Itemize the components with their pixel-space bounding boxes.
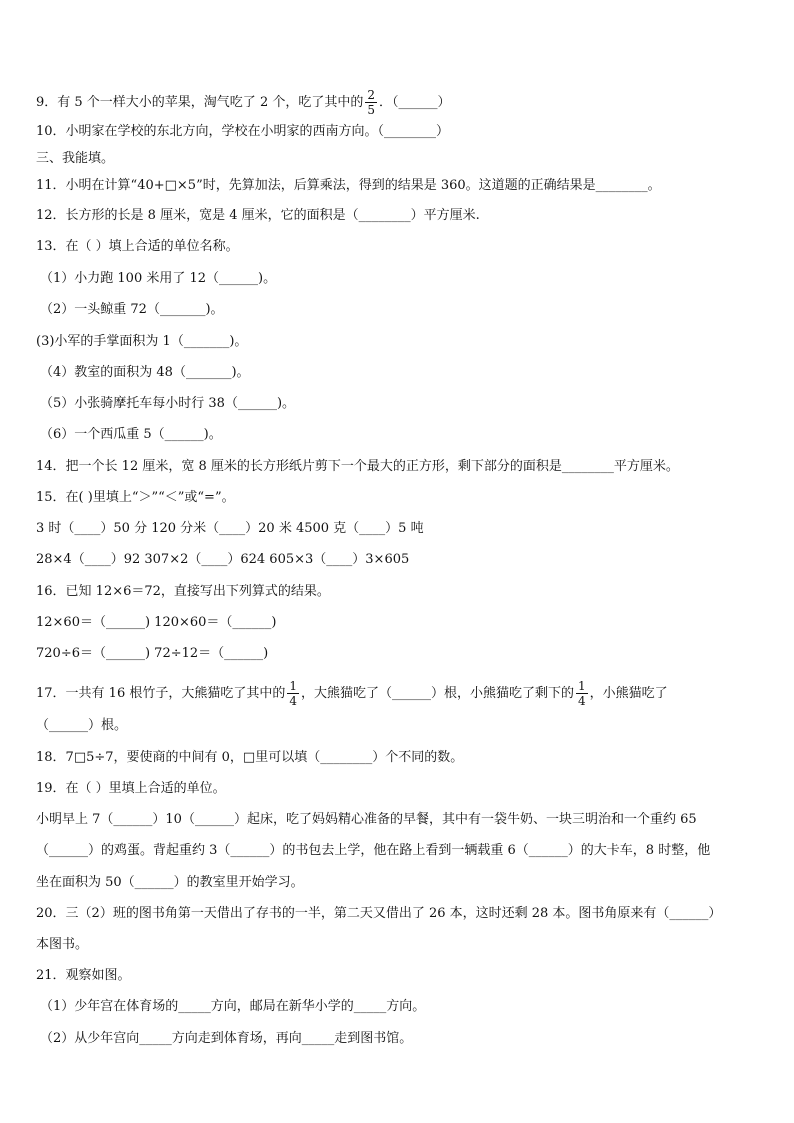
question-13-4: （4）教室的面积为 48（_______)。 <box>40 365 250 380</box>
question-19: 19．在（ ）里填上合适的单位。 <box>36 781 226 796</box>
question-16-row-1: 12×60＝（______) 120×60＝（______) <box>36 615 277 630</box>
question-15: 15．在( )里填上“＞”“＜”或“=”。 <box>36 490 235 505</box>
question-10: 10．小明家在学校的东北方向，学校在小明家的西南方向。（________） <box>36 124 450 139</box>
question-13-1: （1）小力跑 100 米用了 12（______)。 <box>40 271 277 286</box>
question-20: 20．三（2）班的图书角第一天借出了存书的一半，第二天又借出了 26 本，这时还剩 28 本。图书角原来有（______） <box>36 906 722 921</box>
question-21: 21．观察如图。 <box>36 968 131 983</box>
question-19-line-3: 坐在面积为 50（______）的教室里开始学习。 <box>36 875 304 890</box>
question-15-row-1: 3 时（____）50 分 120 分米（____）20 米 4500 克（____）5 吨 <box>36 521 424 536</box>
question-21-2: （2）从少年宫向_____方向走到体育场，再向_____走到图书馆。 <box>40 1031 413 1046</box>
question-13-2: （2）一头鲸重 72（_______)。 <box>40 302 224 317</box>
question-9: 9．有 5 个一样大小的苹果，淘气吃了 2 个，吃了其中的 $\frac{2}{5}$ ．（______） <box>36 88 451 117</box>
fraction-one-quarter: $\frac{1}{4}$ <box>289 679 297 708</box>
question-13-5: （5）小张骑摩托车每小时行 38（______)。 <box>40 396 296 411</box>
question-19-line-2: （______）的鸡蛋。背起重约 3（______）的书包去上学，他在路上看到一辆载重 6（______）的大卡车，8 时整，他 <box>36 843 711 858</box>
question-17-continued: （______）根。 <box>36 718 128 733</box>
question-11: 11．小明在计算“40+□×5”时，先算加法，后算乘法，得到的结果是 360。这道题的正确结果是________。 <box>36 178 661 193</box>
question-17: 17．一共有 16 根竹子，大熊猫吃了其中的 $\frac{1}{4}$ ，大熊猫吃了（______）根，小熊猫吃了剩下的 $\frac{1}{4}$ ，小熊猫吃了 <box>36 679 668 708</box>
question-20-continued: 本图书。 <box>36 937 89 952</box>
question-18: 18．7□5÷7，要使商的中间有 0，□里可以填（________）个不同的数。 <box>36 750 464 765</box>
section-3-heading: 三、我能填。 <box>36 151 115 166</box>
question-14: 14．把一个长 12 厘米，宽 8 厘米的长方形纸片剪下一个最大的正方形，剩下部分的面积是________平方厘米。 <box>36 459 679 474</box>
question-13-6: （6）一个西瓜重 5（______)。 <box>40 427 222 442</box>
question-16: 16．已知 12×6＝72，直接写出下列算式的结果。 <box>36 584 330 599</box>
question-12: 12．长方形的长是 8 厘米，宽是 4 厘米，它的面积是（________）平方厘米. <box>36 208 480 223</box>
question-16-row-2: 720÷6＝（______) 72÷12＝（______) <box>36 646 269 661</box>
fraction-two-fifths: $\frac{2}{5}$ <box>367 88 375 117</box>
question-15-row-2: 28×4（____）92 307×2（____）624 605×3（____）3×605 <box>36 552 410 567</box>
question-13: 13．在（ ）填上合适的单位名称。 <box>36 239 239 254</box>
question-19-line-1: 小明早上 7（______）10（______）起床，吃了妈妈精心准备的早餐，其中有一袋牛奶、一块三明治和一个重约 65 <box>36 812 697 827</box>
question-21-1: （1）少年宫在体育场的_____方向，邮局在新华小学的_____方向。 <box>40 999 426 1014</box>
fraction-one-quarter: $\frac{1}{4}$ <box>578 679 586 708</box>
question-13-3: (3)小军的手掌面积为 1（_______)。 <box>36 334 248 349</box>
